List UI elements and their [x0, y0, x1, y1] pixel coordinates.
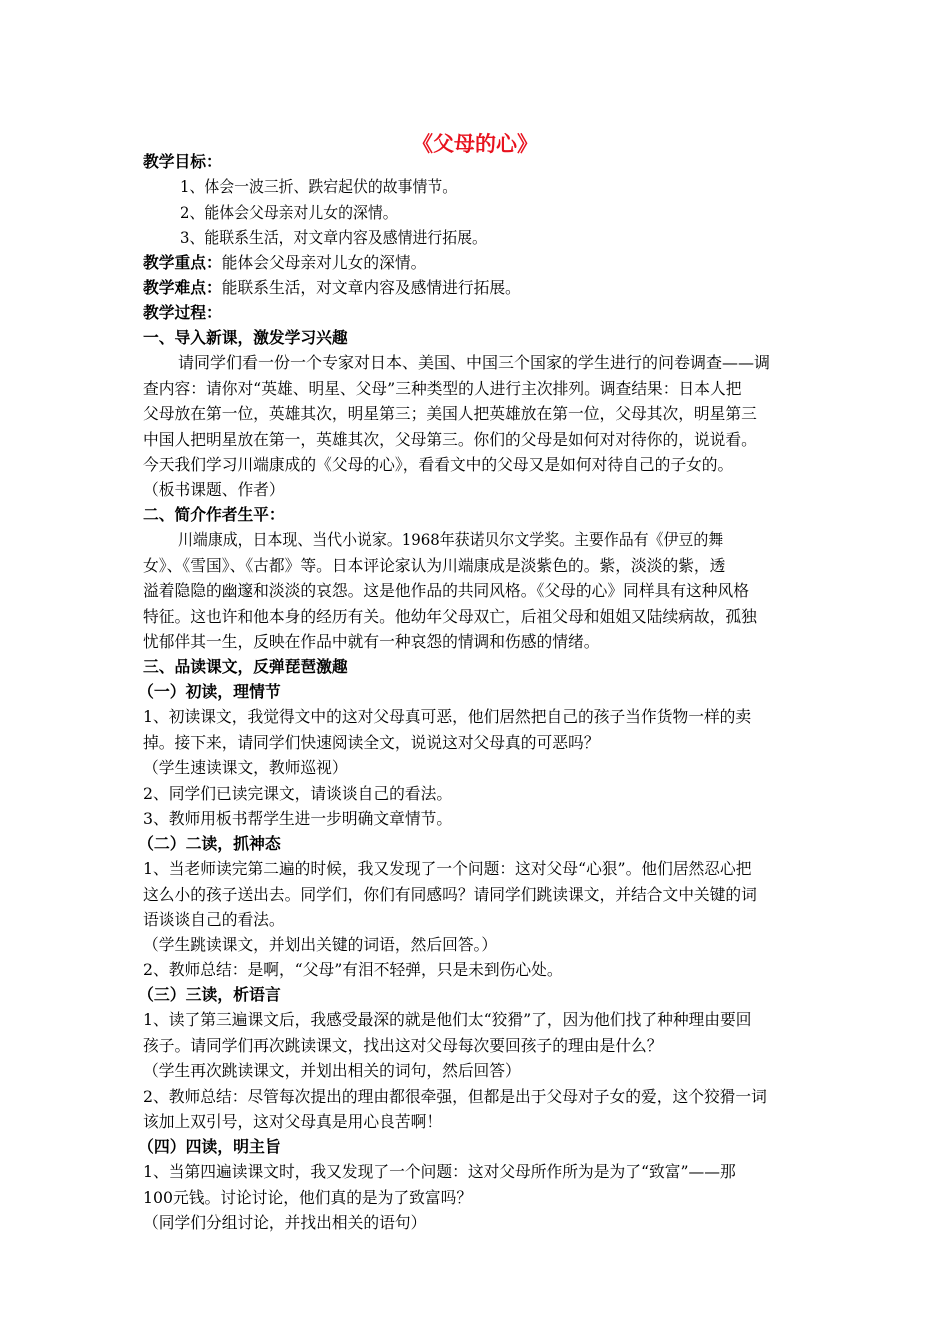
- goal-item: 3、能联系生活，对文章内容及感情进行拓展。: [180, 228, 487, 247]
- paragraph-line: 中国人把明星放在第一，英雄其次，父母第三。你们的父母是如何对对待你的，说说看。: [143, 430, 757, 449]
- key-point-text: 能体会父母亲对儿女的深情。: [221, 253, 427, 272]
- paragraph-line: 该加上双引号，这对父母真是用心良苦啊！: [143, 1112, 443, 1131]
- paragraph-line: 父母放在第一位，英雄其次，明星第三；美国人把英雄放在第一位，父母其次，明星第三: [143, 404, 757, 423]
- paragraph-line: （板书课题、作者）: [143, 480, 285, 499]
- process-heading: 教学过程：: [143, 303, 222, 322]
- difficulty-text: 能联系生活，对文章内容及感情进行拓展。: [221, 278, 521, 297]
- paragraph-line: 1、初读课文，我觉得文中的这对父母真可恶，他们居然把自己的孩子当作货物一样的卖: [143, 707, 752, 726]
- paragraph-line: 1、当老师读完第二遍的时候，我又发现了一个问题：这对父母“心狠”。他们居然忍心把: [143, 859, 752, 878]
- section-heading: 一、导入新课，激发学习兴趣: [143, 328, 348, 347]
- paragraph-line: 查内容：请你对“英雄、明星、父母”三种类型的人进行主次排列。调查结果：日本人把: [143, 379, 742, 398]
- paragraph-line: 这么小的孩子送出去。同学们，你们有同感吗？请同学们跳读课文，并结合文中关键的词: [143, 885, 757, 904]
- paragraph-line: 孩子。请同学们再次跳读课文，找出这对父母每次要回孩子的理由是什么？: [143, 1036, 663, 1055]
- paragraph-line: 2、教师总结：是啊，“父母”有泪不轻弹，只是未到伤心处。: [143, 960, 563, 979]
- paragraph-line: 特征。这也许和他本身的经历有关。他幼年父母双亡，后祖父母和姐姐又陆续病故，孤独: [143, 607, 757, 626]
- paragraph-line: 请同学们看一份一个专家对日本、美国、中国三个国家的学生进行的问卷调查——调: [178, 353, 771, 372]
- paragraph-line: 今天我们学习川端康成的《父母的心》，看看文中的父母又是如何对待自己的子女的。: [143, 455, 734, 474]
- paragraph-line: 1、当第四遍读课文时，我又发现了一个问题：这对父母所作所为是为了“致富”——那: [143, 1162, 736, 1181]
- paragraph-line: 2、同学们已读完课文，请谈谈自己的看法。: [143, 784, 453, 803]
- paragraph-line: 忧郁伴其一生，反映在作品中就有一种哀怨的情调和伤感的情绪。: [143, 632, 600, 651]
- goal-item: 1、体会一波三折、跌宕起伏的故事情节。: [180, 177, 458, 196]
- subsection-heading: （一）初读，理情节: [138, 682, 281, 701]
- difficulty: [143, 276, 812, 300]
- difficulty-label: 教学难点：: [143, 278, 222, 297]
- paragraph-line: 1、读了第三遍课文后，我感受最深的就是他们太“狡猾”了，因为他们找了种种理由要回: [143, 1010, 752, 1029]
- subsection-heading: （四）四读，明主旨: [138, 1137, 281, 1156]
- goals-heading: 教学目标：: [143, 152, 222, 171]
- paragraph-line: 100元钱。讨论讨论，他们真的是为了致富吗？: [143, 1188, 473, 1207]
- paragraph-line: （学生跳读课文，并划出关键的词语，然后回答。）: [143, 935, 498, 954]
- paragraph-line: 语谈谈自己的看法。: [143, 910, 285, 929]
- section-heading: 二、简介作者生平：: [143, 505, 285, 524]
- key-point: [143, 251, 812, 275]
- paragraph-line: 3、教师用板书帮学生进一步明确文章情节。: [143, 809, 453, 828]
- paragraph-line: （学生再次跳读课文，并划出相关的词句，然后回答）: [143, 1061, 521, 1080]
- paragraph-line: 女》、《雪国》、《古都》等。日本评论家认为川端康成是淡紫色的。紫，淡淡的紫，透: [143, 556, 726, 575]
- paragraph-line: 掉。接下来，请同学们快速阅读全文，说说这对父母真的可恶吗？: [143, 733, 600, 752]
- section-heading: 三、品读课文，反弹琵琶激趣: [143, 657, 348, 676]
- key-point-label: 教学重点：: [143, 253, 222, 272]
- goal-item: 2、能体会父母亲对儿女的深情。: [180, 203, 398, 222]
- paragraph-line: （学生速读课文，教师巡视）: [143, 758, 348, 777]
- paragraph-line: 溢着隐隐的幽邃和淡淡的哀怨。这是他作品的共同风格。《父母的心》同样具有这种风格: [143, 581, 750, 600]
- subsection-heading: （二）二读，抓神态: [138, 834, 281, 853]
- subsection-heading: （三）三读，析语言: [138, 985, 281, 1004]
- page-title: 《父母的心》: [412, 132, 538, 156]
- paragraph-line: 川端康成，日本现、当代小说家。1968年获诺贝尔文学奖。主要作品有《伊豆的舞: [178, 530, 724, 549]
- paragraph-line: 2、教师总结：尽管每次提出的理由都很牵强，但都是出于父母对子女的爱，这个狡猾一词: [143, 1087, 767, 1106]
- paragraph-line: （同学们分组讨论，并找出相关的语句）: [143, 1213, 427, 1232]
